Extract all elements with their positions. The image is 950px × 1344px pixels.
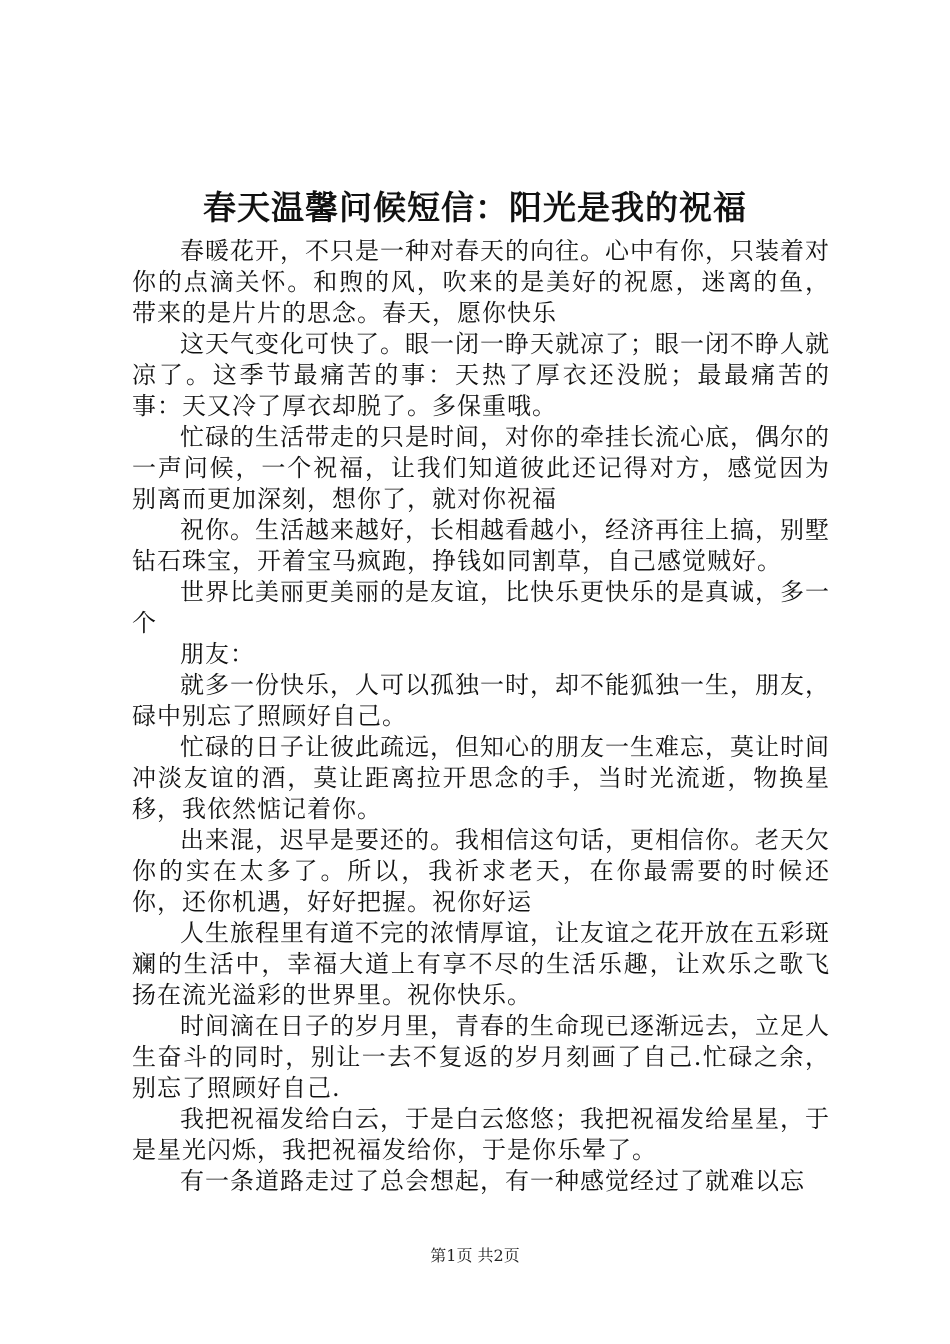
- page-number-footer: 第1页 共2页: [430, 1246, 520, 1265]
- paragraph: 时间滴在日子的岁月里，青春的生命现已逐渐远去，立足人生奋斗的同时，别让一去不复返的岁月刻画了自己.忙碌之余，别忘了照顾好自己.: [132, 1012, 830, 1102]
- document-title: 春天温馨问候短信：阳光是我的祝福: [203, 188, 747, 227]
- paragraph: 朋友：: [180, 640, 255, 668]
- paragraph: 人生旅程里有道不完的浓情厚谊，让友谊之花开放在五彩斑斓的生活中，幸福大道上有享不尽的生活乐趣，让欢乐之歌飞扬在流光溢彩的世界里。祝你快乐。: [132, 919, 830, 1009]
- paragraph: 这天气变化可快了。眼一闭一睁天就凉了；眼一闭不睁人就凉了。这季节最痛苦的事：天热了厚衣还没脱；最最痛苦的事：天又冷了厚衣却脱了。多保重哦。: [132, 330, 830, 420]
- paragraph: 祝你。生活越来越好，长相越看越小，经济再往上搞，别墅钻石珠宝，开着宝马疯跑，挣钱如同割草，自己感觉贼好。: [132, 516, 830, 575]
- paragraph: 忙碌的生活带走的只是时间，对你的牵挂长流心底，偶尔的一声问候，一个祝福，让我们知道彼此还记得对方，感觉因为别离而更加深刻，想你了，就对你祝福: [132, 423, 830, 513]
- paragraph: 有一条道路走过了总会想起，有一种感觉经过了就难以忘: [180, 1167, 805, 1195]
- document-body: [132, 236, 830, 1197]
- paragraph: 就多一份快乐，人可以孤独一时，却不能狐独一生，朋友，碌中别忘了照顾好自己。: [132, 671, 830, 730]
- paragraph: 我把祝福发给白云，于是白云悠悠；我把祝福发给星星，于是星光闪烁，我把祝福发给你，于是你乐晕了。: [132, 1105, 830, 1164]
- paragraph: 春暖花开，不只是一种对春天的向往。心中有你，只装着对你的点滴关怀。和煦的风，吹来的是美好的祝愿，迷离的鱼，带来的是片片的思念。春天，愿你快乐: [132, 237, 830, 327]
- paragraph: 出来混，迟早是要还的。我相信这句话，更相信你。老天欠你的实在太多了。所以，我祈求老天，在你最需要的时候还你，还你机遇，好好把握。祝你好运: [132, 826, 830, 916]
- paragraph: 忙碌的日子让彼此疏远，但知心的朋友一生难忘，莫让时间冲淡友谊的酒，莫让距离拉开思念的手，当时光流逝，物换星移，我依然惦记着你。: [132, 733, 830, 823]
- paragraph: 世界比美丽更美丽的是友谊，比快乐更快乐的是真诚，多一个: [132, 578, 830, 637]
